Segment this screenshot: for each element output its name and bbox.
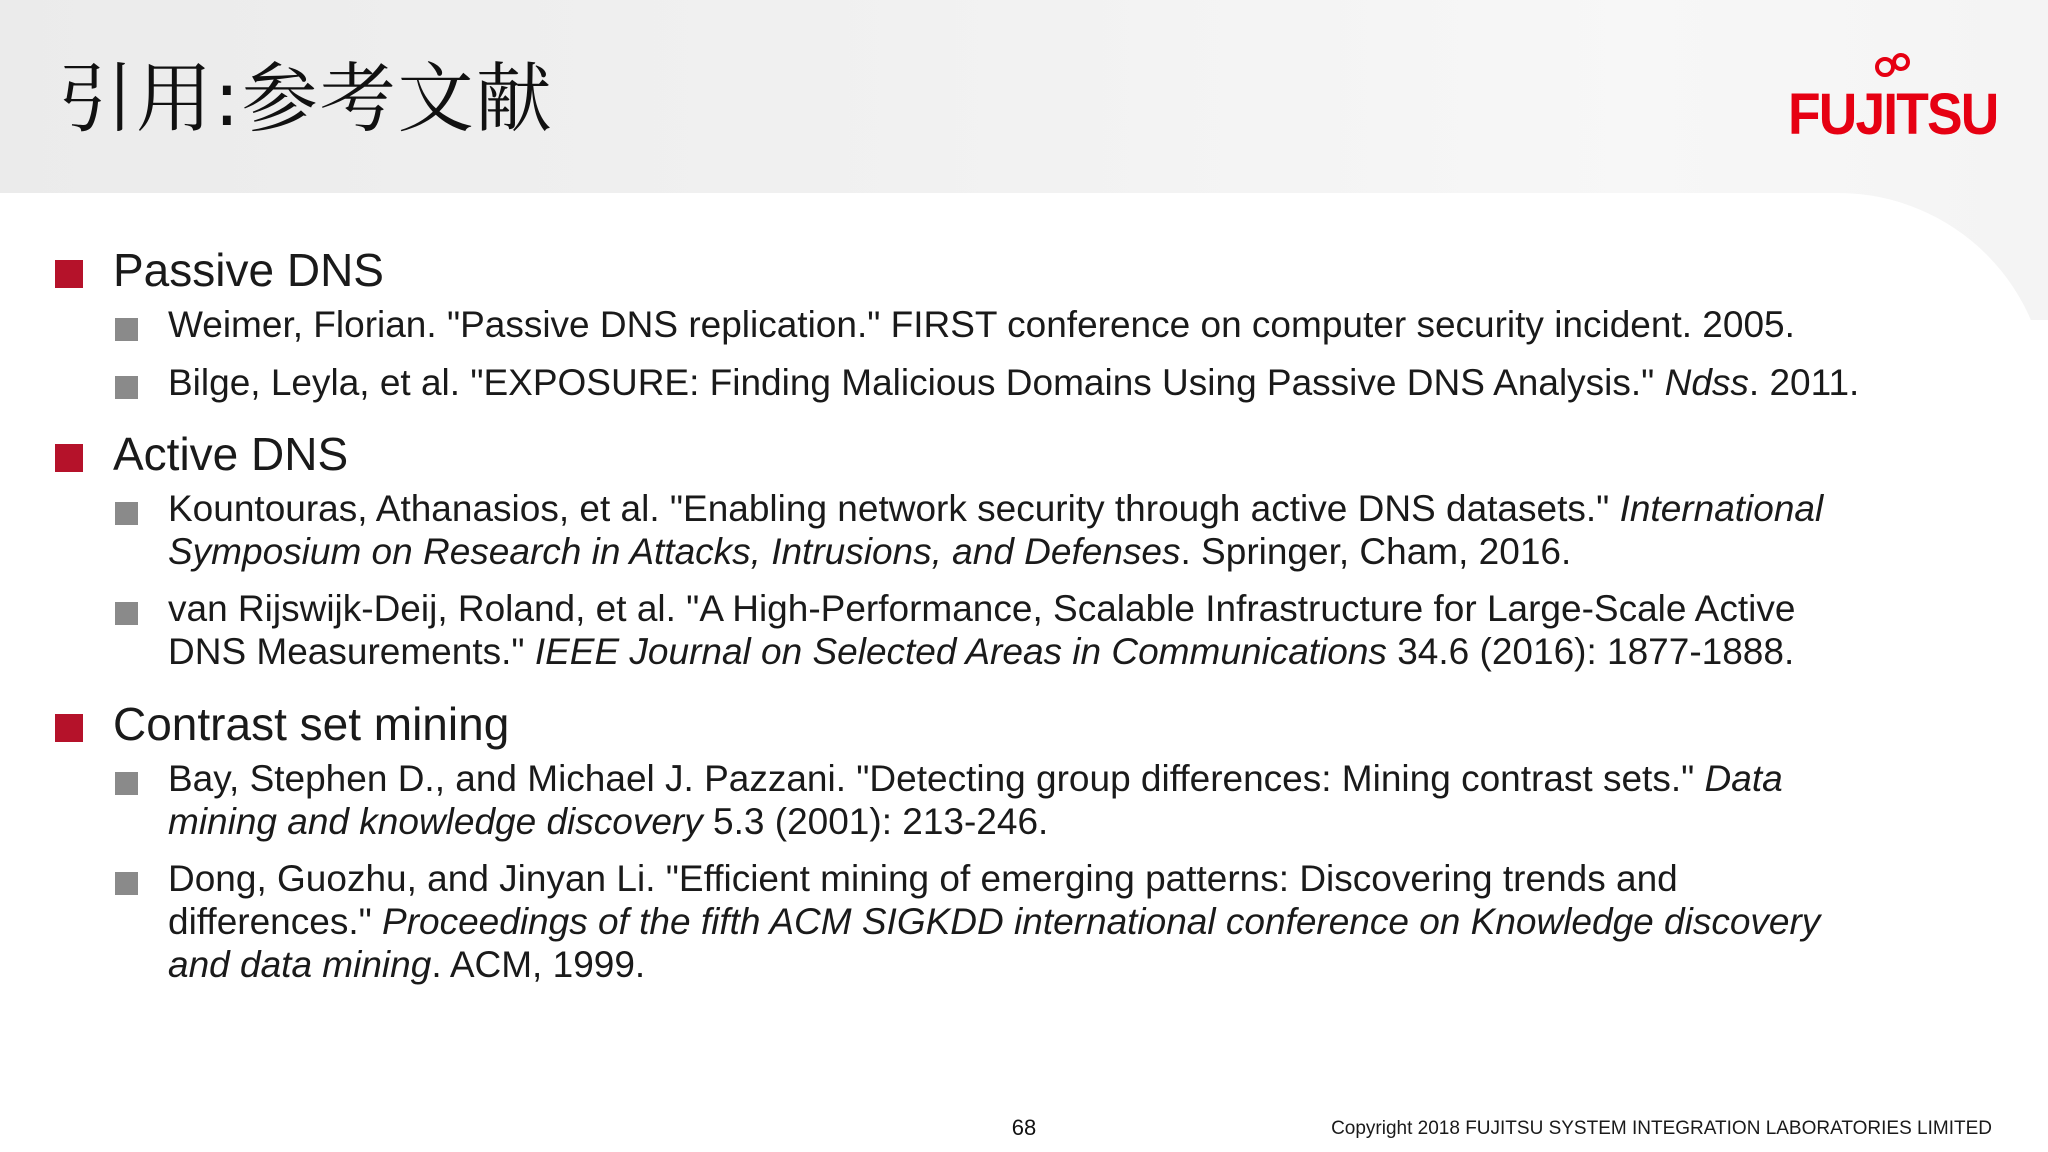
reference-segment: van Rijswijk-Deij, Roland, et al. "A High-Performance, Scalable Infrastructure for Large-Scale Active [168,588,1796,629]
square-bullet-icon [115,602,138,625]
reference-text [168,587,2008,673]
reference-text [168,857,2008,986]
page-title: 引用:参考文献 [58,54,554,143]
copyright-notice: Copyright 2018 FUJITSU SYSTEM INTEGRATION LABORATORIES LIMITED [1331,1118,1992,1139]
reference-venue: International [1619,488,1824,529]
reference-line [168,757,2008,800]
square-bullet-icon [55,444,83,472]
reference-text [168,487,2008,573]
section-heading-label: Passive DNS [113,244,384,296]
square-bullet-icon [55,714,83,742]
square-bullet-icon [115,772,138,795]
reference-line [168,800,2008,843]
reference-segment: Bilge, Leyla, et al. "EXPOSURE: Finding Malicious Domains Using Passive DNS Analysis." [168,362,1665,403]
reference-venue: Ndss [1664,362,1749,403]
reference-venue: Proceedings of the fifth ACM SIGKDD international conference on Knowledge discovery [382,901,1821,942]
reference-venue: and data mining [168,944,432,985]
reference-text [168,303,2008,346]
section-heading-label: Contrast set mining [113,698,510,750]
reference-venue: Symposium on Research in Attacks, Intrusions, and Defenses [168,531,1181,572]
section-heading [0,240,2048,300]
square-bullet-icon [55,260,83,288]
reference-line [168,487,2008,530]
reference-segment: Kountouras, Athanasios, et al. "Enabling network security through active DNS datasets." [168,488,1620,529]
reference-segment: differences." [168,901,383,942]
reference-venue: mining and knowledge discovery [168,801,703,842]
reference-segment: 5.3 (2001): 213-246. [702,801,1049,842]
square-bullet-icon [115,502,138,525]
square-bullet-icon [115,872,138,895]
reference-line [168,587,2008,630]
reference-text [168,361,2008,404]
reference-segment: 34.6 (2016): 1877-1888. [1386,631,1795,672]
reference-line [168,900,2008,943]
infinity-loop-mark-icon [1872,52,1916,80]
square-bullet-icon [115,318,138,341]
fujitsu-logo [1788,52,1998,156]
reference-line [168,361,2008,404]
page-number: 68 [1011,1115,1037,1140]
reference-segment: DNS Measurements." [168,631,535,672]
reference-line [168,943,2008,986]
logo-text: FUJITSU [1788,82,1998,147]
reference-segment: . Springer, Cham, 2016. [1180,531,1572,572]
reference-segment: . 2011. [1748,362,1860,403]
reference-segment: . ACM, 1999. [431,944,646,985]
reference-line [168,857,2008,900]
section-heading [0,424,2048,484]
reference-line [168,630,2008,673]
square-bullet-icon [115,376,138,399]
reference-line [168,530,2008,573]
reference-text [168,757,2008,843]
section-heading-label: Active DNS [113,428,349,480]
reference-line [168,303,2008,346]
section-heading [0,694,2048,754]
reference-segment: Weimer, Florian. "Passive DNS replication." FIRST conference on computer security incident. 2005. [168,304,1795,345]
reference-segment: Dong, Guozhu, and Jinyan Li. "Efficient mining of emerging patterns: Discovering trends and [168,858,1678,899]
reference-segment: Bay, Stephen D., and Michael J. Pazzani. "Detecting group differences: Mining contrast sets." [168,758,1705,799]
reference-venue: Data [1704,758,1783,799]
reference-venue: IEEE Journal on Selected Areas in Communications [534,631,1387,672]
